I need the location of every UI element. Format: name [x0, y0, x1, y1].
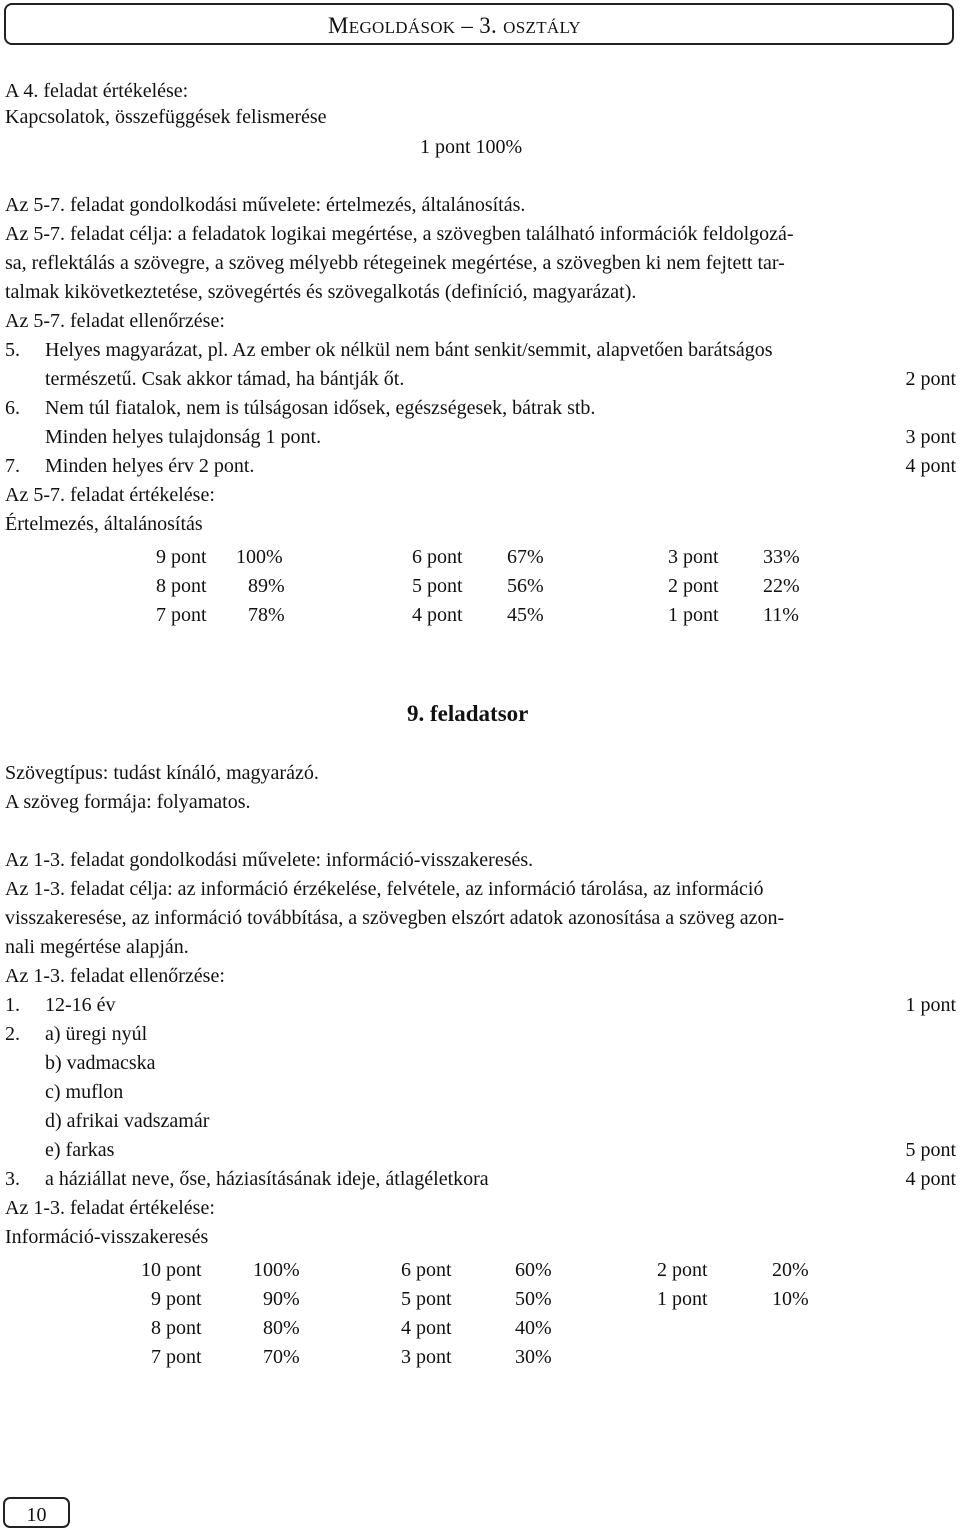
table-cell: 90%	[263, 1288, 300, 1310]
table-row	[156, 604, 800, 633]
sec9-item3-points: 4 pont	[905, 1168, 956, 1190]
sec9-item1-points: 1 pont	[905, 994, 956, 1016]
sec9-ertekeles-sub: Információ-visszakeresés	[5, 1226, 209, 1248]
table-row	[156, 546, 800, 575]
sec57-ertekeles: Az 5-7. feladat értékelése:	[5, 484, 215, 506]
sec9-ellenorzes: Az 1-3. feladat ellenőrzése:	[5, 965, 225, 987]
table-cell	[657, 1346, 772, 1375]
sec9-item1-number: 1.	[5, 994, 20, 1016]
szoveg-forma: A szöveg formája: folyamatos.	[5, 791, 251, 813]
table-cell: 10 pont	[141, 1259, 202, 1281]
sec4-subtitle: Kapcsolatok, összefüggések felismerése	[5, 106, 327, 128]
sec9-item2-number: 2.	[5, 1023, 20, 1045]
table-row	[156, 575, 800, 604]
item7-points: 4 pont	[905, 455, 956, 477]
item6-number: 6.	[5, 397, 20, 419]
table-row	[141, 1288, 809, 1317]
sec9-celja-line2: visszakeresése, az információ továbbítása, a szövegben elszórt adatok azonosítása a szöveg azon-	[5, 907, 785, 929]
sec57-celja-line2: sa, reflektálás a szövegre, a szöveg mélyebb rétegeinek megértése, a szövegben ki nem fejtett tar-	[5, 252, 785, 274]
table-cell	[657, 1317, 772, 1346]
table-cell: 11%	[763, 604, 799, 626]
sec9-celja-line1: Az 1-3. feladat célja: az információ érzékelése, felvétele, az információ tárolása, az információ	[5, 878, 764, 900]
item5-number: 5.	[5, 339, 20, 361]
sec57-muvelet: Az 5-7. feladat gondolkodási művelete: értelmezés, általánosítás.	[5, 194, 526, 216]
item6-line1: Nem túl fiatalok, nem is túlságosan idősek, egészségesek, bátrak stb.	[45, 397, 596, 419]
table-cell: 1 pont	[657, 1288, 708, 1310]
table-row	[141, 1317, 809, 1346]
table-cell: 10%	[772, 1288, 809, 1310]
table-cell: 7 pont	[151, 1346, 202, 1368]
table-cell: 3 pont	[401, 1346, 452, 1368]
table-cell: 20%	[772, 1259, 809, 1281]
table-cell: 60%	[515, 1259, 552, 1281]
section-heading: 9. feladatsor	[407, 701, 529, 726]
table-cell: 8 pont	[156, 575, 207, 597]
sec57-score-table	[156, 546, 800, 633]
table-cell: 4 pont	[412, 604, 463, 626]
table-cell: 6 pont	[401, 1259, 452, 1281]
table-row	[141, 1259, 809, 1288]
item7-line1: Minden helyes érv 2 pont.	[45, 455, 255, 477]
sec9-celja-line3: nali megértése alapján.	[5, 936, 189, 958]
table-cell: 9 pont	[151, 1288, 202, 1310]
table-cell: 45%	[507, 604, 544, 626]
table-cell: 67%	[507, 546, 544, 568]
table-cell: 33%	[763, 546, 800, 568]
item6-line2: Minden helyes tulajdonság 1 pont.	[45, 426, 322, 448]
table-cell	[772, 1346, 809, 1375]
list-item: c) muflon	[45, 1081, 124, 1103]
sec9-score-table	[141, 1259, 809, 1375]
table-cell: 5 pont	[401, 1288, 452, 1310]
table-cell: 50%	[515, 1288, 552, 1310]
table-cell: 4 pont	[401, 1317, 452, 1339]
page-title: MEGOLDÁSOK – 3. OSZTÁLY	[328, 13, 582, 38]
table-cell	[772, 1317, 809, 1346]
list-item: e) farkas	[45, 1139, 115, 1161]
table-cell: 1 pont	[668, 604, 719, 626]
table-cell: 2 pont	[657, 1259, 708, 1281]
table-cell: 8 pont	[151, 1317, 202, 1339]
item7-number: 7.	[5, 455, 20, 477]
sec4-title: A 4. feladat értékelése:	[5, 80, 189, 102]
table-cell: 30%	[515, 1346, 552, 1368]
table-cell: 9 pont	[156, 546, 207, 568]
list-item: a) üregi nyúl	[45, 1023, 148, 1045]
table-cell: 100%	[236, 546, 283, 568]
item5-points: 2 pont	[905, 368, 956, 390]
table-cell: 2 pont	[668, 575, 719, 597]
sec57-ellenorzes: Az 5-7. feladat ellenőrzése:	[5, 310, 225, 332]
table-cell: 6 pont	[412, 546, 463, 568]
page-number-box	[3, 1497, 70, 1528]
table-cell: 70%	[263, 1346, 300, 1368]
table-row	[141, 1346, 809, 1375]
page-number: 10	[26, 1504, 47, 1526]
sec57-ertekeles-sub: Értelmezés, általánosítás	[5, 513, 203, 535]
table-cell: 80%	[263, 1317, 300, 1339]
table-cell: 3 pont	[668, 546, 719, 568]
table-cell: 5 pont	[412, 575, 463, 597]
table-cell: 7 pont	[156, 604, 207, 626]
sec9-item3-number: 3.	[5, 1168, 20, 1190]
szovegtipus: Szövegtípus: tudást kínáló, magyarázó.	[5, 762, 319, 784]
item5-line2: természetű. Csak akkor támad, ha bántják őt.	[45, 368, 405, 390]
sec4-score: 1 pont 100%	[420, 136, 523, 158]
table-cell: 78%	[248, 604, 285, 626]
table-cell: 22%	[763, 575, 800, 597]
sec9-item1-text: 12-16 év	[45, 994, 116, 1016]
sec57-celja-line3: talmak kikövetkeztetése, szövegértés és szövegalkotás (definíció, magyarázat).	[5, 281, 637, 303]
item6-points: 3 pont	[905, 426, 956, 448]
table-cell: 40%	[515, 1317, 552, 1339]
sec9-muvelet: Az 1-3. feladat gondolkodási művelete: információ-visszakeresés.	[5, 849, 534, 871]
sec9-ertekeles: Az 1-3. feladat értékelése:	[5, 1197, 215, 1219]
table-cell: 56%	[507, 575, 544, 597]
sec9-item3-text: a háziállat neve, őse, háziasításának ideje, átlagéletkora	[45, 1168, 489, 1190]
sec57-celja-line1: Az 5-7. feladat célja: a feladatok logikai megértése, a szövegben található információk feldolgozá-	[5, 223, 794, 245]
table-cell: 100%	[253, 1259, 300, 1281]
sec9-item2-points: 5 pont	[905, 1139, 956, 1161]
table-cell: 89%	[248, 575, 285, 597]
list-item: b) vadmacska	[45, 1052, 156, 1074]
item5-line1: Helyes magyarázat, pl. Az ember ok nélkül nem bánt senkit/semmit, alapvetően barátságos	[45, 339, 773, 361]
list-item: d) afrikai vadszamár	[45, 1110, 210, 1132]
